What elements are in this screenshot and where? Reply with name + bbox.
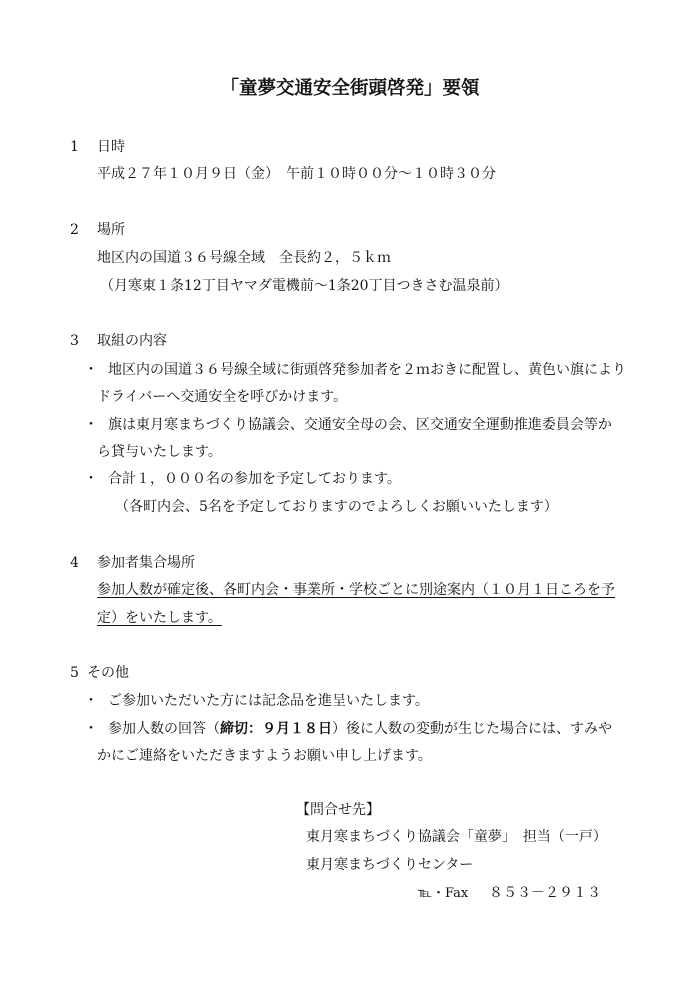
section2-location: 地区内の国道３６号線全域 全長約２，５ｋｍ [97, 250, 391, 266]
section3-item2-line2: ら貸与いたします。 [97, 444, 222, 460]
section3-item2-line1: 旗は東月寒まちづくり協議会、交通安全母の会、区交通安全運動推進委員会等か [108, 417, 612, 433]
section5-item2-line1 [108, 721, 612, 738]
section5-item2-pre: 参加人数の回答（ [108, 721, 220, 737]
section3-item1-line1: 地区内の国道３６号線全域に街頭啓発参加者を２ｍおきに配置し、黄色い旗により [108, 362, 626, 378]
section3-bullet-2: ・ [84, 417, 98, 433]
section3-item1-line2: ドライバーへ交通安全を呼びかけます。 [97, 389, 348, 405]
section4-line2: 定）をいたします。 [97, 610, 222, 626]
section3-bullet-1: ・ [84, 362, 98, 378]
section5-item2-line2: かにご連絡をいただきますようお願い申し上げます。 [97, 748, 432, 764]
contact-heading: 【問合せ先】 [296, 802, 380, 818]
section5-item1: ご参加いただいた方には記念品を進呈いたします。 [108, 693, 429, 709]
section1-heading: 日時 [97, 139, 125, 155]
section2-number: 2 [70, 222, 79, 238]
contact-organization: 東月寒まちづくり協議会「童夢」 担当（一戸） [306, 829, 607, 845]
section5-heading: その他 [87, 665, 129, 681]
section4-heading: 参加者集合場所 [97, 555, 195, 571]
section5-number: 5 [70, 665, 79, 681]
section5-bullet-2: ・ [84, 721, 98, 737]
section3-item3-line1: 合計１，０００名の参加を予定しております。 [108, 471, 401, 487]
section5-deadline: 締切：９月１８日 [220, 721, 332, 737]
section4-line1: 参加人数が確定後、各町内会・事業所・学校ごとに別途案内（１０月１日ころを予 [97, 582, 615, 598]
section2-heading: 場所 [97, 222, 125, 238]
contact-tel-number: ８５３－２９１３ [489, 885, 601, 901]
section5-bullet-1: ・ [84, 693, 98, 709]
section2-location-detail: （月寒東１条12丁目ヤマダ電機前～1条20丁目つきさむ温泉前） [100, 278, 509, 294]
contact-center: 東月寒まちづくりセンター [306, 857, 474, 873]
section3-item3-note: （各町内会、5名を予定しておりますのでよろしくお願いいたします） [115, 499, 558, 515]
section3-bullet-3: ・ [84, 471, 98, 487]
page-title: 「童夢交通安全街頭啓発」要領 [220, 78, 480, 99]
section3-number: 3 [70, 333, 79, 349]
section4-number: 4 [70, 555, 79, 571]
section5-item2-post: ）後に人数の変動が生じた場合には、すみや [332, 721, 612, 737]
section1-datetime: 平成２７年１０月９日（金） 午前１０時００分～１０時３０分 [97, 166, 496, 182]
contact-tel-label: ℡・Fax [418, 886, 469, 901]
section3-heading: 取組の内容 [97, 333, 167, 349]
section1-number: 1 [70, 139, 79, 155]
